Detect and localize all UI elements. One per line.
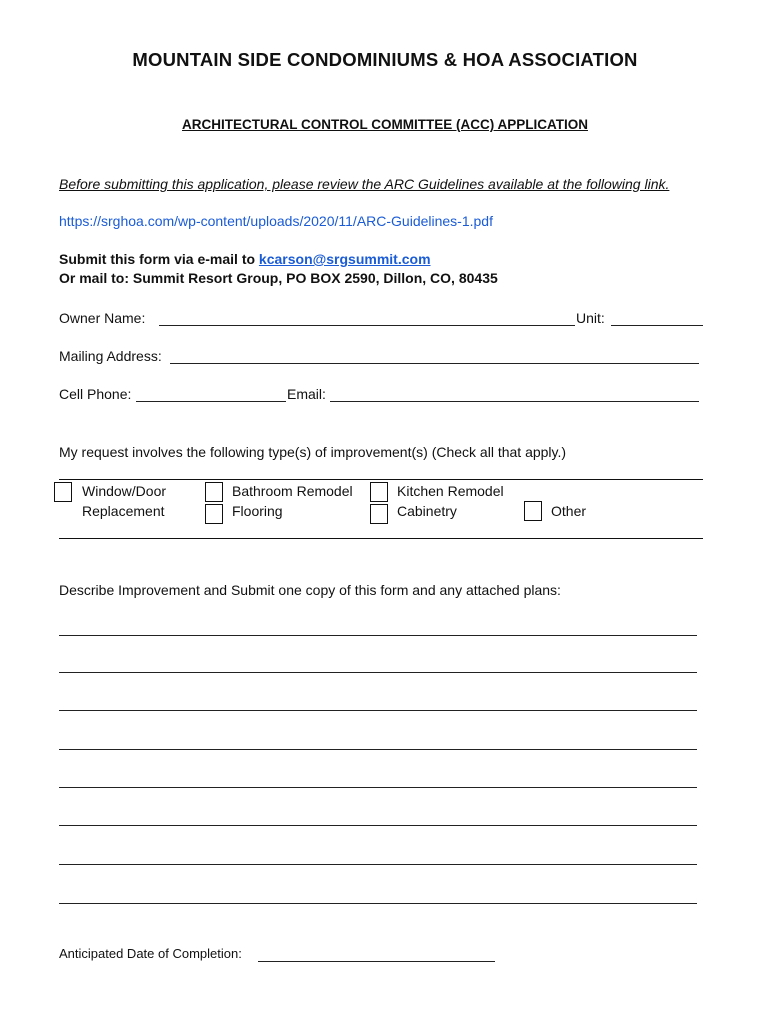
mailing-address-field[interactable] bbox=[170, 363, 699, 364]
description-line-7[interactable] bbox=[59, 864, 697, 865]
email-label: Email: bbox=[287, 386, 326, 402]
guidelines-link[interactable]: https://srghoa.com/wp-content/uploads/2020/11/ARC-Guidelines-1.pdf bbox=[59, 213, 493, 229]
options-top-rule bbox=[59, 479, 703, 480]
flooring-label: Flooring bbox=[232, 503, 283, 519]
mailing-address-label: Mailing Address: bbox=[59, 348, 162, 364]
guidelines-note: Before submitting this application, please review the ARC Guidelines available at the following link. bbox=[59, 176, 670, 192]
submit-mail-line: Or mail to: Summit Resort Group, PO BOX 2590, Dillon, CO, 80435 bbox=[59, 270, 498, 286]
bathroom-remodel-label: Bathroom Remodel bbox=[232, 483, 353, 499]
description-line-5[interactable] bbox=[59, 787, 697, 788]
improvements-prompt: My request involves the following type(s) of improvement(s) (Check all that apply.) bbox=[59, 444, 567, 460]
description-prompt: Describe Improvement and Submit one copy of this form and any attached plans: bbox=[59, 582, 561, 598]
completion-date-field[interactable] bbox=[258, 961, 495, 962]
description-line-6[interactable] bbox=[59, 825, 697, 826]
completion-date-label: Anticipated Date of Completion: bbox=[59, 946, 242, 961]
unit-label: Unit: bbox=[576, 310, 605, 326]
email-field[interactable] bbox=[330, 401, 699, 402]
document-title: MOUNTAIN SIDE CONDOMINIUMS & HOA ASSOCIATION bbox=[132, 49, 638, 70]
description-line-1[interactable] bbox=[59, 635, 697, 636]
window-door-label-line2: Replacement bbox=[82, 503, 165, 519]
bathroom-remodel-checkbox[interactable] bbox=[205, 482, 223, 502]
submit-email-line bbox=[59, 251, 431, 267]
cabinetry-label: Cabinetry bbox=[397, 503, 457, 519]
options-bottom-rule bbox=[59, 538, 703, 539]
description-line-8[interactable] bbox=[59, 903, 697, 904]
kitchen-remodel-label: Kitchen Remodel bbox=[397, 483, 504, 499]
other-label: Other bbox=[551, 503, 587, 519]
description-line-4[interactable] bbox=[59, 749, 697, 750]
unit-field[interactable] bbox=[611, 325, 703, 326]
other-checkbox[interactable] bbox=[524, 501, 542, 521]
window-door-label-line1: Window/Door bbox=[82, 483, 167, 499]
kitchen-remodel-checkbox[interactable] bbox=[370, 482, 388, 502]
owner-name-field[interactable] bbox=[159, 325, 575, 326]
cell-phone-label: Cell Phone: bbox=[59, 386, 132, 402]
owner-name-label: Owner Name: bbox=[59, 310, 146, 326]
description-line-3[interactable] bbox=[59, 710, 697, 711]
flooring-checkbox[interactable] bbox=[205, 504, 223, 524]
cell-phone-field[interactable] bbox=[136, 401, 286, 402]
submit-email-link[interactable]: kcarson@srgsummit.com bbox=[258, 251, 431, 267]
description-line-2[interactable] bbox=[59, 672, 697, 673]
submit-email-prefix: Submit this form via e-mail to bbox=[59, 251, 259, 267]
document-subtitle: ARCHITECTURAL CONTROL COMMITTEE (ACC) APPLICATION bbox=[182, 117, 588, 132]
cabinetry-checkbox[interactable] bbox=[370, 504, 388, 524]
window-door-checkbox[interactable] bbox=[54, 482, 72, 502]
